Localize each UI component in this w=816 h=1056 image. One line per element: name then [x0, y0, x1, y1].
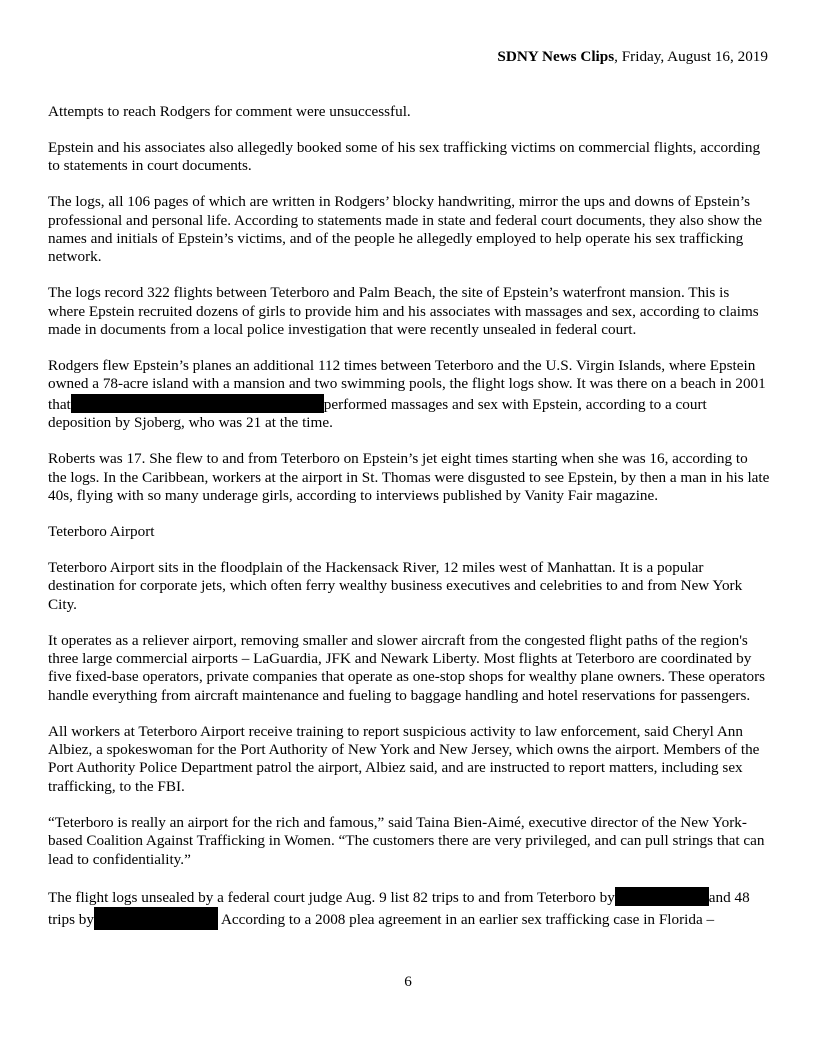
paragraph-11-part-3: According to a 2008 plea agreement in an earlier sex trafficking case in Florida –: [218, 910, 715, 928]
paragraph-4: The logs record 322 flights between Teterboro and Palm Beach, the site of Epstein’s waterfront mansion. This is where Epstein recruited dozens of girls to provide him and his associates with massages and sex, according to claims made in documents from a local police investigation that were recently unsealed in federal court.: [48, 284, 759, 339]
page-header: [497, 48, 768, 66]
paragraph-2: Epstein and his associates also allegedly booked some of his sex trafficking victims on commercial flights, according to statements in court documents.: [48, 138, 761, 175]
header-date: , Friday, August 16, 2019: [614, 48, 768, 65]
paragraph-9: All workers at Teterboro Airport receive training to report suspicious activity to law enforcement, said Cheryl Ann Albiez, a spokeswoman for the Port Authority of New York and New Jersey, which owns the airport. Members of the Port Authority Police Department patrol the airport, Albiez said, and are instructed to report matters, including sex trafficking, to the FBI.: [48, 722, 760, 795]
paragraph-5-part-2: performed massages and sex with Epstein, according to a court deposition by Sjoberg, who was 21 at the time.: [48, 395, 707, 432]
paragraph-5-part-1: Rodgers flew Epstein’s planes an additional 112 times between Teterboro and the U.S. Virgin Islands, where Epstein owned a 78-acre island with a mansion and two swimming pools, the flight logs show. It was there on a beach in 2001 that: [48, 357, 766, 413]
redaction-bar: [615, 887, 709, 906]
paragraph-11-part-2: and 48 trips by: [48, 888, 750, 928]
paragraph-3: The logs, all 106 pages of which are written in Rodgers’ blocky handwriting, mirror the ups and downs of Epstein’s professional and personal life. According to statements made in state and federal court documents, they also show the names and initials of Epstein’s victims, and of the people he allegedly employed to help operate his sex trafficking network.: [48, 193, 763, 266]
redaction-bar: [94, 907, 218, 930]
paragraph-5: [48, 357, 770, 433]
paragraph-1: Attempts to reach Rodgers for comment were unsuccessful.: [48, 103, 411, 120]
publication-name: SDNY News Clips: [497, 48, 615, 65]
section-heading: Teterboro Airport: [48, 522, 155, 540]
article-body: [48, 103, 770, 930]
paragraph-7: Teterboro Airport sits in the floodplain of the Hackensack River, 12 miles west of Manhattan. It is a popular destination for corporate jets, which often ferry wealthy business executives and celebrities to and from New York City.: [48, 558, 743, 613]
page-number: 6: [404, 973, 412, 990]
paragraph-11: [48, 887, 770, 930]
paragraph-11-part-1: The flight logs unsealed by a federal court judge Aug. 9 list 82 trips to and from Teterboro by: [48, 888, 615, 906]
paragraph-10: “Teterboro is really an airport for the rich and famous,” said Taina Bien-Aimé, executive director of the New York-based Coalition Against Trafficking in Women. “The customers there are very privileged, and can pull strings that can lead to confidentiality.”: [48, 813, 765, 868]
redaction-bar: [71, 394, 324, 413]
paragraph-6: Roberts was 17. She flew to and from Teterboro on Epstein’s jet eight times starting when she was 16, according to the logs. In the Caribbean, workers at the airport in St. Thomas were disgusted to see Epstein, by then a man in his late 40s, flying with so many underage girls, according to interviews published by Vanity Fair magazine.: [48, 450, 770, 504]
paragraph-8: It operates as a reliever airport, removing smaller and slower aircraft from the congested flight paths of the region's three large commercial airports – LaGuardia, JFK and Newark Liberty. Most flights at Teterboro are coordinated by five fixed-base operators, private companies that operate as one-stop shops for wealthy plane owners. These operators handle everything from aircraft maintenance and fueling to baggage handling and hotel reservations for passengers.: [48, 631, 766, 704]
